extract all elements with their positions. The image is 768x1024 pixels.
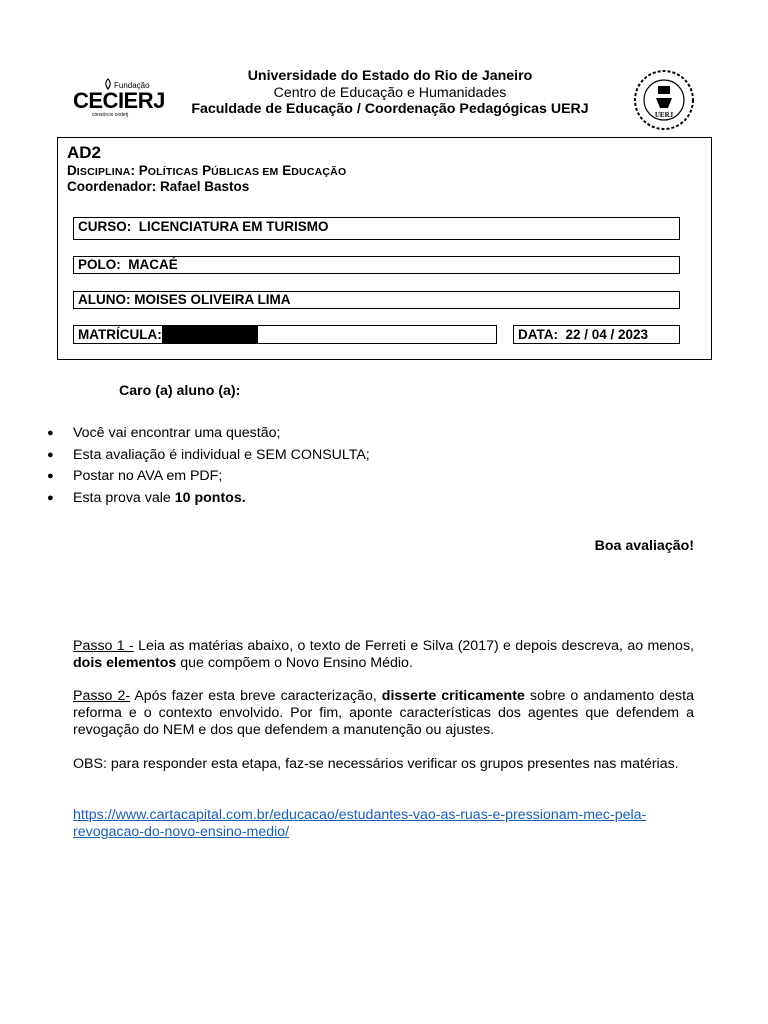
logo-brand: CECIERJ [73,88,165,113]
polo-field: POLO: MACAÉ [73,256,680,274]
logo-subtitle: consórcio cederj [92,112,129,118]
obs-paragraph: OBS: para responder esta etapa, faz-se necessários verificar os grupos presentes nas matérias. [73,756,679,772]
svg-text:UERJ: UERJ [654,111,674,119]
faculty-name: Faculdade de Educação / Coordenação Pedagógicas UERJ [191,101,589,117]
step-1-label: Passo 1 - [73,638,134,654]
registration-label: MATRÍCULA: [78,327,162,342]
assessment-title: AD2 [67,143,102,162]
bullet-icon: ● [47,491,54,504]
seal-icon [628,68,700,132]
discipline-line: DISCIPLINA: POLÍTICAS PÚBLICAS EM EDUCAÇÃO [67,163,347,178]
bullet-icon: ● [47,448,54,461]
list-item: ● Postar no AVA em PDF; [47,466,370,488]
uerj-seal [628,68,700,132]
bullet-icon: ● [47,427,54,439]
course-field: CURSO: LICENCIATURA EM TURISMO [73,217,680,240]
list-item: ● Você vai encontrar uma questão; [47,423,370,445]
closing-text: Boa avaliação! [594,538,694,554]
registration-field [73,325,497,344]
coordinator-line: Coordenador: Rafael Bastos [67,179,250,194]
list-item: ● Esta avaliação é individual e SEM CONSULTA; [47,445,370,467]
bullet-icon: ● [47,470,54,482]
cecierj-logo [70,78,165,122]
greeting: Caro (a) aluno (a): [119,383,241,399]
date-field: DATA: 22 / 04 / 2023 [513,325,680,344]
redacted-box [162,326,258,343]
step-1-paragraph: Passo 1 - Leia as matérias abaixo, o texto de Ferreti e Silva (2017) e depois descreva, ao menos, dois elementos que compõem o Novo Ensino Médio. [73,638,694,671]
logo-tagline: Fundação [114,81,150,90]
student-field: ALUNO: MOISES OLIVEIRA LIMA [73,291,680,309]
list-item: ● Esta prova vale 10 pontos. [47,488,370,510]
center-name: Centro de Educação e Humanidades [273,84,507,101]
header-text [160,68,620,118]
step-2-label: Passo 2- [73,688,131,704]
university-name: Universidade do Estado do Rio de Janeiro [247,68,533,84]
reference-link[interactable]: https://www.cartacapital.com.br/educacao/estudantes-vao-as-ruas-e-pressionam-mec-pela-revogacao-do-novo-ensino-medio/ [73,807,647,840]
instructions-list [47,423,370,509]
step-2-paragraph: Passo 2- Após fazer esta breve caracterização, disserte criticamente sobre o andamento desta reforma e o contexto envolvido. Por fim, aponte características dos agentes que defendem a revogação do NEM e dos que defendem a manutenção ou ajustes. [73,688,694,738]
